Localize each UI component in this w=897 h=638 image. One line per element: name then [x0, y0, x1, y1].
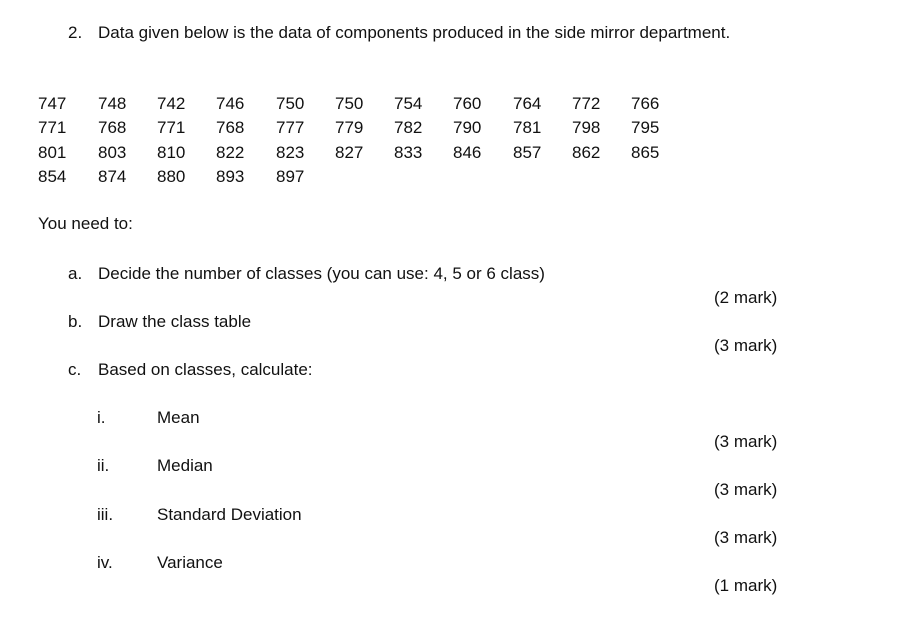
task-a-letter: a. [68, 264, 83, 283]
question-text: Data given below is the data of components produced in the side mirror department. [98, 23, 731, 42]
data-cell: 880 [157, 167, 186, 186]
task-b-mark: (3 mark) [714, 336, 778, 355]
data-cell: 795 [631, 118, 660, 137]
data-cell: 777 [276, 118, 305, 137]
subtask-iii-text: Standard Deviation [157, 505, 302, 524]
data-cell: 768 [216, 118, 245, 137]
task-c-text: Based on classes, calculate: [98, 360, 313, 379]
data-cell: 771 [38, 118, 67, 137]
data-cell: 781 [513, 118, 542, 137]
data-cell: 827 [335, 143, 364, 162]
data-cell: 846 [453, 143, 482, 162]
data-cell: 746 [216, 94, 245, 113]
data-cell: 782 [394, 118, 423, 137]
data-cell: 854 [38, 167, 67, 186]
subtask-iv-text: Variance [157, 553, 223, 572]
data-cell: 801 [38, 143, 67, 162]
task-a-text: Decide the number of classes (you can use: 4, 5 or 6 class) [98, 264, 545, 283]
data-cell: 764 [513, 94, 542, 113]
subtask-i-numeral: i. [97, 408, 106, 427]
subtask-i-text: Mean [157, 408, 200, 427]
data-cell: 798 [572, 118, 601, 137]
subtask-iii-numeral: iii. [97, 505, 114, 524]
data-cell: 897 [276, 167, 305, 186]
subtask-iv-mark: (1 mark) [714, 576, 778, 595]
data-cell: 893 [216, 167, 245, 186]
data-cell: 766 [631, 94, 660, 113]
subtask-ii-numeral: ii. [97, 456, 110, 475]
data-cell: 771 [157, 118, 186, 137]
data-cell: 857 [513, 143, 542, 162]
data-cell: 810 [157, 143, 186, 162]
data-cell: 874 [98, 167, 127, 186]
subtask-i-mark: (3 mark) [714, 432, 778, 451]
question-number: 2. [68, 23, 83, 42]
data-cell: 822 [216, 143, 245, 162]
data-cell: 742 [157, 94, 186, 113]
data-cell: 803 [98, 143, 127, 162]
data-cell: 779 [335, 118, 364, 137]
subtask-iv-numeral: iv. [97, 553, 113, 572]
data-cell: 823 [276, 143, 305, 162]
task-c-letter: c. [68, 360, 82, 379]
subtask-iii-mark: (3 mark) [714, 528, 778, 547]
task-b-letter: b. [68, 312, 83, 331]
data-cell: 747 [38, 94, 67, 113]
data-cell: 750 [335, 94, 364, 113]
data-cell: 754 [394, 94, 423, 113]
task-b-text: Draw the class table [98, 312, 252, 331]
data-cell: 862 [572, 143, 601, 162]
data-cell: 790 [453, 118, 482, 137]
subtask-ii-mark: (3 mark) [714, 480, 778, 499]
instructions-intro: You need to: [38, 214, 133, 233]
data-cell: 865 [631, 143, 660, 162]
subtask-ii-text: Median [157, 456, 213, 475]
data-cell: 768 [98, 118, 127, 137]
data-cell: 760 [453, 94, 482, 113]
data-cell: 833 [394, 143, 423, 162]
data-cell: 772 [572, 94, 601, 113]
data-cell: 750 [276, 94, 305, 113]
task-a-mark: (2 mark) [714, 288, 778, 307]
data-cell: 748 [98, 94, 127, 113]
